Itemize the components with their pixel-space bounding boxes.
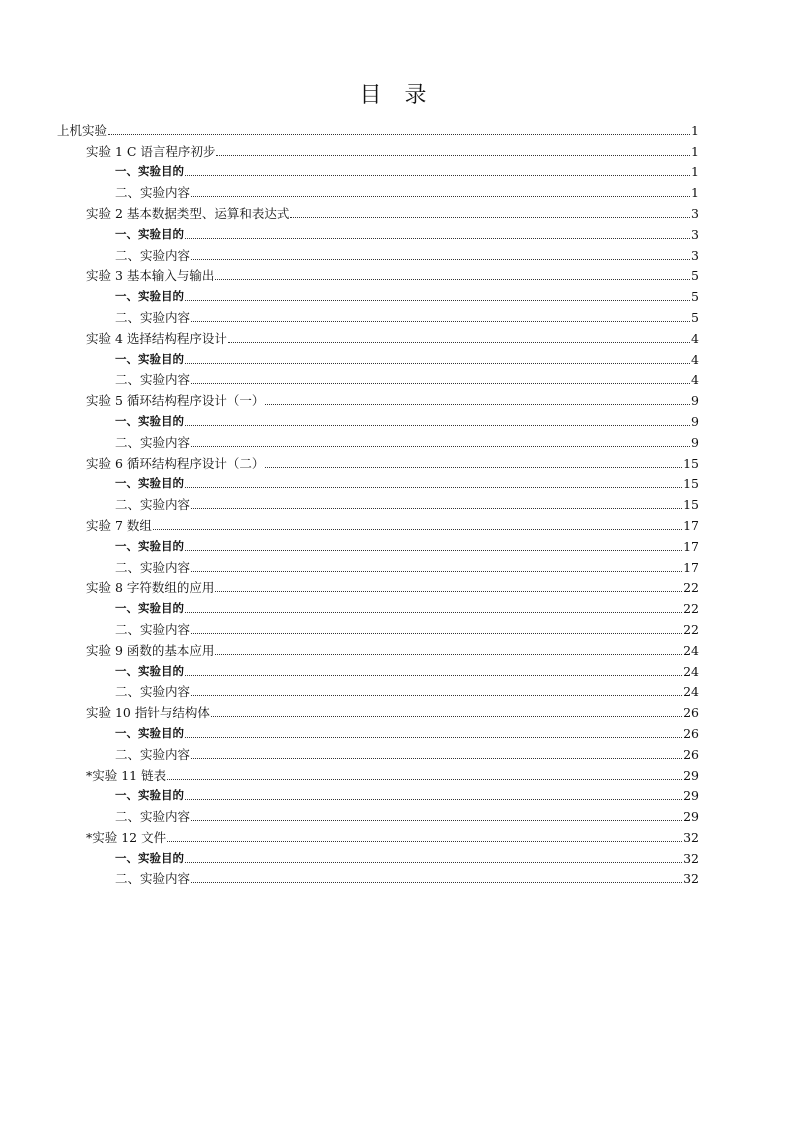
toc-page-number: 32 (683, 829, 699, 845)
toc-section-entry[interactable] (0, 221, 794, 242)
toc-page-number: 29 (683, 788, 699, 804)
toc-page-number: 4 (691, 372, 699, 388)
toc-entry-title: 实验 6 循环结构程序设计（二） (86, 455, 265, 471)
toc-section-entry[interactable] (0, 741, 794, 762)
toc-section-entry[interactable] (0, 783, 794, 804)
dot-leader (191, 695, 682, 696)
dot-leader (191, 571, 682, 572)
toc-entry-title: 一、实验目的 (115, 413, 184, 428)
dot-leader (191, 508, 682, 509)
toc-entry-title: 实验 4 选择结构程序设计 (86, 330, 227, 346)
toc-page-number: 9 (691, 434, 699, 450)
page-title: 目 录 (359, 83, 435, 108)
dot-leader (185, 175, 690, 176)
toc-entry-title: 二、实验内容 (115, 559, 191, 575)
toc-page-number: 17 (683, 538, 699, 554)
toc-page-number: 24 (683, 684, 699, 700)
dot-leader (185, 238, 690, 239)
toc-entry-title: 二、实验内容 (115, 309, 191, 325)
toc-chapter-entry[interactable] (0, 263, 794, 284)
toc-entry-title: 二、实验内容 (115, 871, 191, 887)
dot-leader (153, 529, 682, 530)
dot-leader (185, 799, 682, 800)
toc-entry-title: 一、实验目的 (115, 226, 184, 241)
toc-section-entry[interactable] (0, 242, 794, 263)
toc-entry-title: 实验 3 基本输入与输出 (86, 268, 215, 284)
toc-page-number: 9 (691, 393, 699, 409)
toc-section-entry[interactable] (0, 554, 794, 575)
toc-page-number: 22 (683, 580, 699, 596)
dot-leader (191, 820, 682, 821)
dot-leader (191, 321, 690, 322)
toc-entry-title: 一、实验目的 (115, 725, 184, 740)
dot-leader (167, 841, 682, 842)
toc-chapter-entry[interactable] (0, 387, 794, 408)
toc-entry-title: *实验 11 链表 (86, 767, 167, 783)
toc-entry-title: *实验 12 文件 (86, 829, 167, 845)
toc-page-number: 15 (683, 497, 699, 513)
toc-section-entry[interactable] (0, 491, 794, 512)
toc-section-entry[interactable] (0, 803, 794, 824)
dot-leader (185, 425, 690, 426)
toc-entry-title: 二、实验内容 (115, 684, 191, 700)
toc-entry-title: 二、实验内容 (115, 434, 191, 450)
toc-page-number: 32 (683, 850, 699, 866)
dot-leader (191, 882, 682, 883)
toc-entry-title: 二、实验内容 (115, 621, 191, 637)
toc-section-entry[interactable] (0, 408, 794, 429)
dot-leader (216, 155, 690, 156)
toc-section-entry[interactable] (0, 845, 794, 866)
toc-section-entry[interactable] (0, 720, 794, 741)
toc-entry-title: 二、实验内容 (115, 497, 191, 513)
toc-page-number: 3 (691, 226, 699, 242)
toc-chapter-entry[interactable] (0, 762, 794, 783)
dot-leader (108, 134, 690, 135)
toc-entry-title: 实验 1 C 语言程序初步 (86, 143, 216, 159)
dot-leader (185, 737, 682, 738)
dot-leader (215, 591, 682, 592)
toc-entry-title: 一、实验目的 (115, 850, 184, 865)
toc-chapter-entry[interactable] (0, 325, 794, 346)
dot-leader (185, 487, 682, 488)
toc-page-number: 15 (683, 455, 699, 471)
dot-leader (191, 633, 682, 634)
toc-entry-title: 二、实验内容 (115, 185, 191, 201)
toc-page-number: 17 (683, 559, 699, 575)
toc-section-entry[interactable] (0, 159, 794, 180)
toc-section-entry[interactable] (0, 304, 794, 325)
toc-entry-title: 一、实验目的 (115, 788, 184, 803)
toc-entry-title: 一、实验目的 (115, 476, 184, 491)
toc-entry-title: 上机实验 (57, 122, 108, 138)
dot-leader (191, 446, 690, 447)
toc-page-number: 26 (683, 705, 699, 721)
dot-leader (185, 675, 682, 676)
dot-leader (215, 279, 690, 280)
toc-section-entry[interactable] (0, 658, 794, 679)
toc-entry-title: 二、实验内容 (115, 809, 191, 825)
toc-entry-title: 实验 9 函数的基本应用 (86, 642, 215, 658)
toc-page-number: 5 (691, 309, 699, 325)
toc-section-entry[interactable] (0, 367, 794, 388)
toc-entry-title: 一、实验目的 (115, 663, 184, 678)
dot-leader (191, 259, 690, 260)
toc-page-number: 22 (683, 621, 699, 637)
dot-leader (191, 196, 690, 197)
toc-entry-title: 实验 8 字符数组的应用 (86, 580, 215, 596)
toc-section-entry[interactable] (0, 179, 794, 200)
toc-chapter-entry[interactable] (0, 824, 794, 845)
toc-entry-title: 一、实验目的 (115, 351, 184, 366)
toc-page-number: 5 (691, 268, 699, 284)
dot-leader (265, 404, 690, 405)
toc-page-number: 22 (683, 601, 699, 617)
toc-entry-title: 实验 7 数组 (86, 517, 152, 533)
toc-entry-title: 二、实验内容 (115, 746, 191, 762)
toc-section-entry[interactable] (0, 866, 794, 887)
toc-page-number: 29 (683, 809, 699, 825)
dot-leader (185, 612, 682, 613)
dot-leader (185, 550, 682, 551)
toc-page-number: 5 (691, 289, 699, 305)
toc-page-number: 4 (691, 330, 699, 346)
toc-entry-title: 一、实验目的 (115, 601, 184, 616)
toc-chapter-entry[interactable] (0, 512, 794, 533)
toc-page-number: 3 (691, 205, 699, 221)
toc-section-entry[interactable] (0, 679, 794, 700)
toc-chapter-entry[interactable] (0, 575, 794, 596)
toc-section-entry[interactable] (0, 429, 794, 450)
toc-section-entry[interactable] (0, 283, 794, 304)
toc-entry-title: 一、实验目的 (115, 289, 184, 304)
toc-part-entry[interactable] (0, 117, 794, 138)
toc-page-number: 1 (691, 143, 699, 159)
toc-entry-title: 实验 5 循环结构程序设计（一） (86, 393, 265, 409)
toc-entry-title: 实验 10 指针与结构体 (86, 705, 210, 721)
toc-section-entry[interactable] (0, 346, 794, 367)
toc-page-number: 32 (683, 871, 699, 887)
toc-chapter-entry[interactable] (0, 637, 794, 658)
toc-entry-title: 二、实验内容 (115, 372, 191, 388)
toc-entry-title: 二、实验内容 (115, 247, 191, 263)
toc-section-entry[interactable] (0, 471, 794, 492)
toc-chapter-entry[interactable] (0, 200, 794, 221)
toc-page-number: 17 (683, 517, 699, 533)
toc-page-number: 15 (683, 476, 699, 492)
toc-page-number: 24 (683, 642, 699, 658)
toc-page-number: 26 (683, 725, 699, 741)
toc-list (0, 117, 794, 886)
dot-leader (265, 467, 682, 468)
toc-page-number: 29 (683, 767, 699, 783)
toc-chapter-entry[interactable] (0, 699, 794, 720)
dot-leader (167, 779, 682, 780)
toc-page-number: 9 (691, 413, 699, 429)
dot-leader (211, 716, 682, 717)
toc-page-number: 3 (691, 247, 699, 263)
dot-leader (185, 862, 682, 863)
toc-page-number: 1 (691, 122, 699, 138)
toc-section-entry[interactable] (0, 595, 794, 616)
dot-leader (215, 654, 682, 655)
dot-leader (185, 363, 690, 364)
dot-leader (228, 342, 690, 343)
toc-page-number: 24 (683, 663, 699, 679)
toc-page-number: 26 (683, 746, 699, 762)
toc-entry-title: 一、实验目的 (115, 164, 184, 179)
dot-leader (185, 300, 690, 301)
toc-chapter-entry[interactable] (0, 138, 794, 159)
dot-leader (191, 383, 690, 384)
toc-page-number: 1 (691, 164, 699, 180)
dot-leader (191, 758, 682, 759)
dot-leader (290, 217, 690, 218)
toc-chapter-entry[interactable] (0, 450, 794, 471)
toc-section-entry[interactable] (0, 533, 794, 554)
toc-entry-title: 实验 2 基本数据类型、运算和表达式 (86, 205, 290, 221)
toc-page-number: 1 (691, 185, 699, 201)
toc-page-number: 4 (691, 351, 699, 367)
toc-entry-title: 一、实验目的 (115, 538, 184, 553)
toc-section-entry[interactable] (0, 616, 794, 637)
